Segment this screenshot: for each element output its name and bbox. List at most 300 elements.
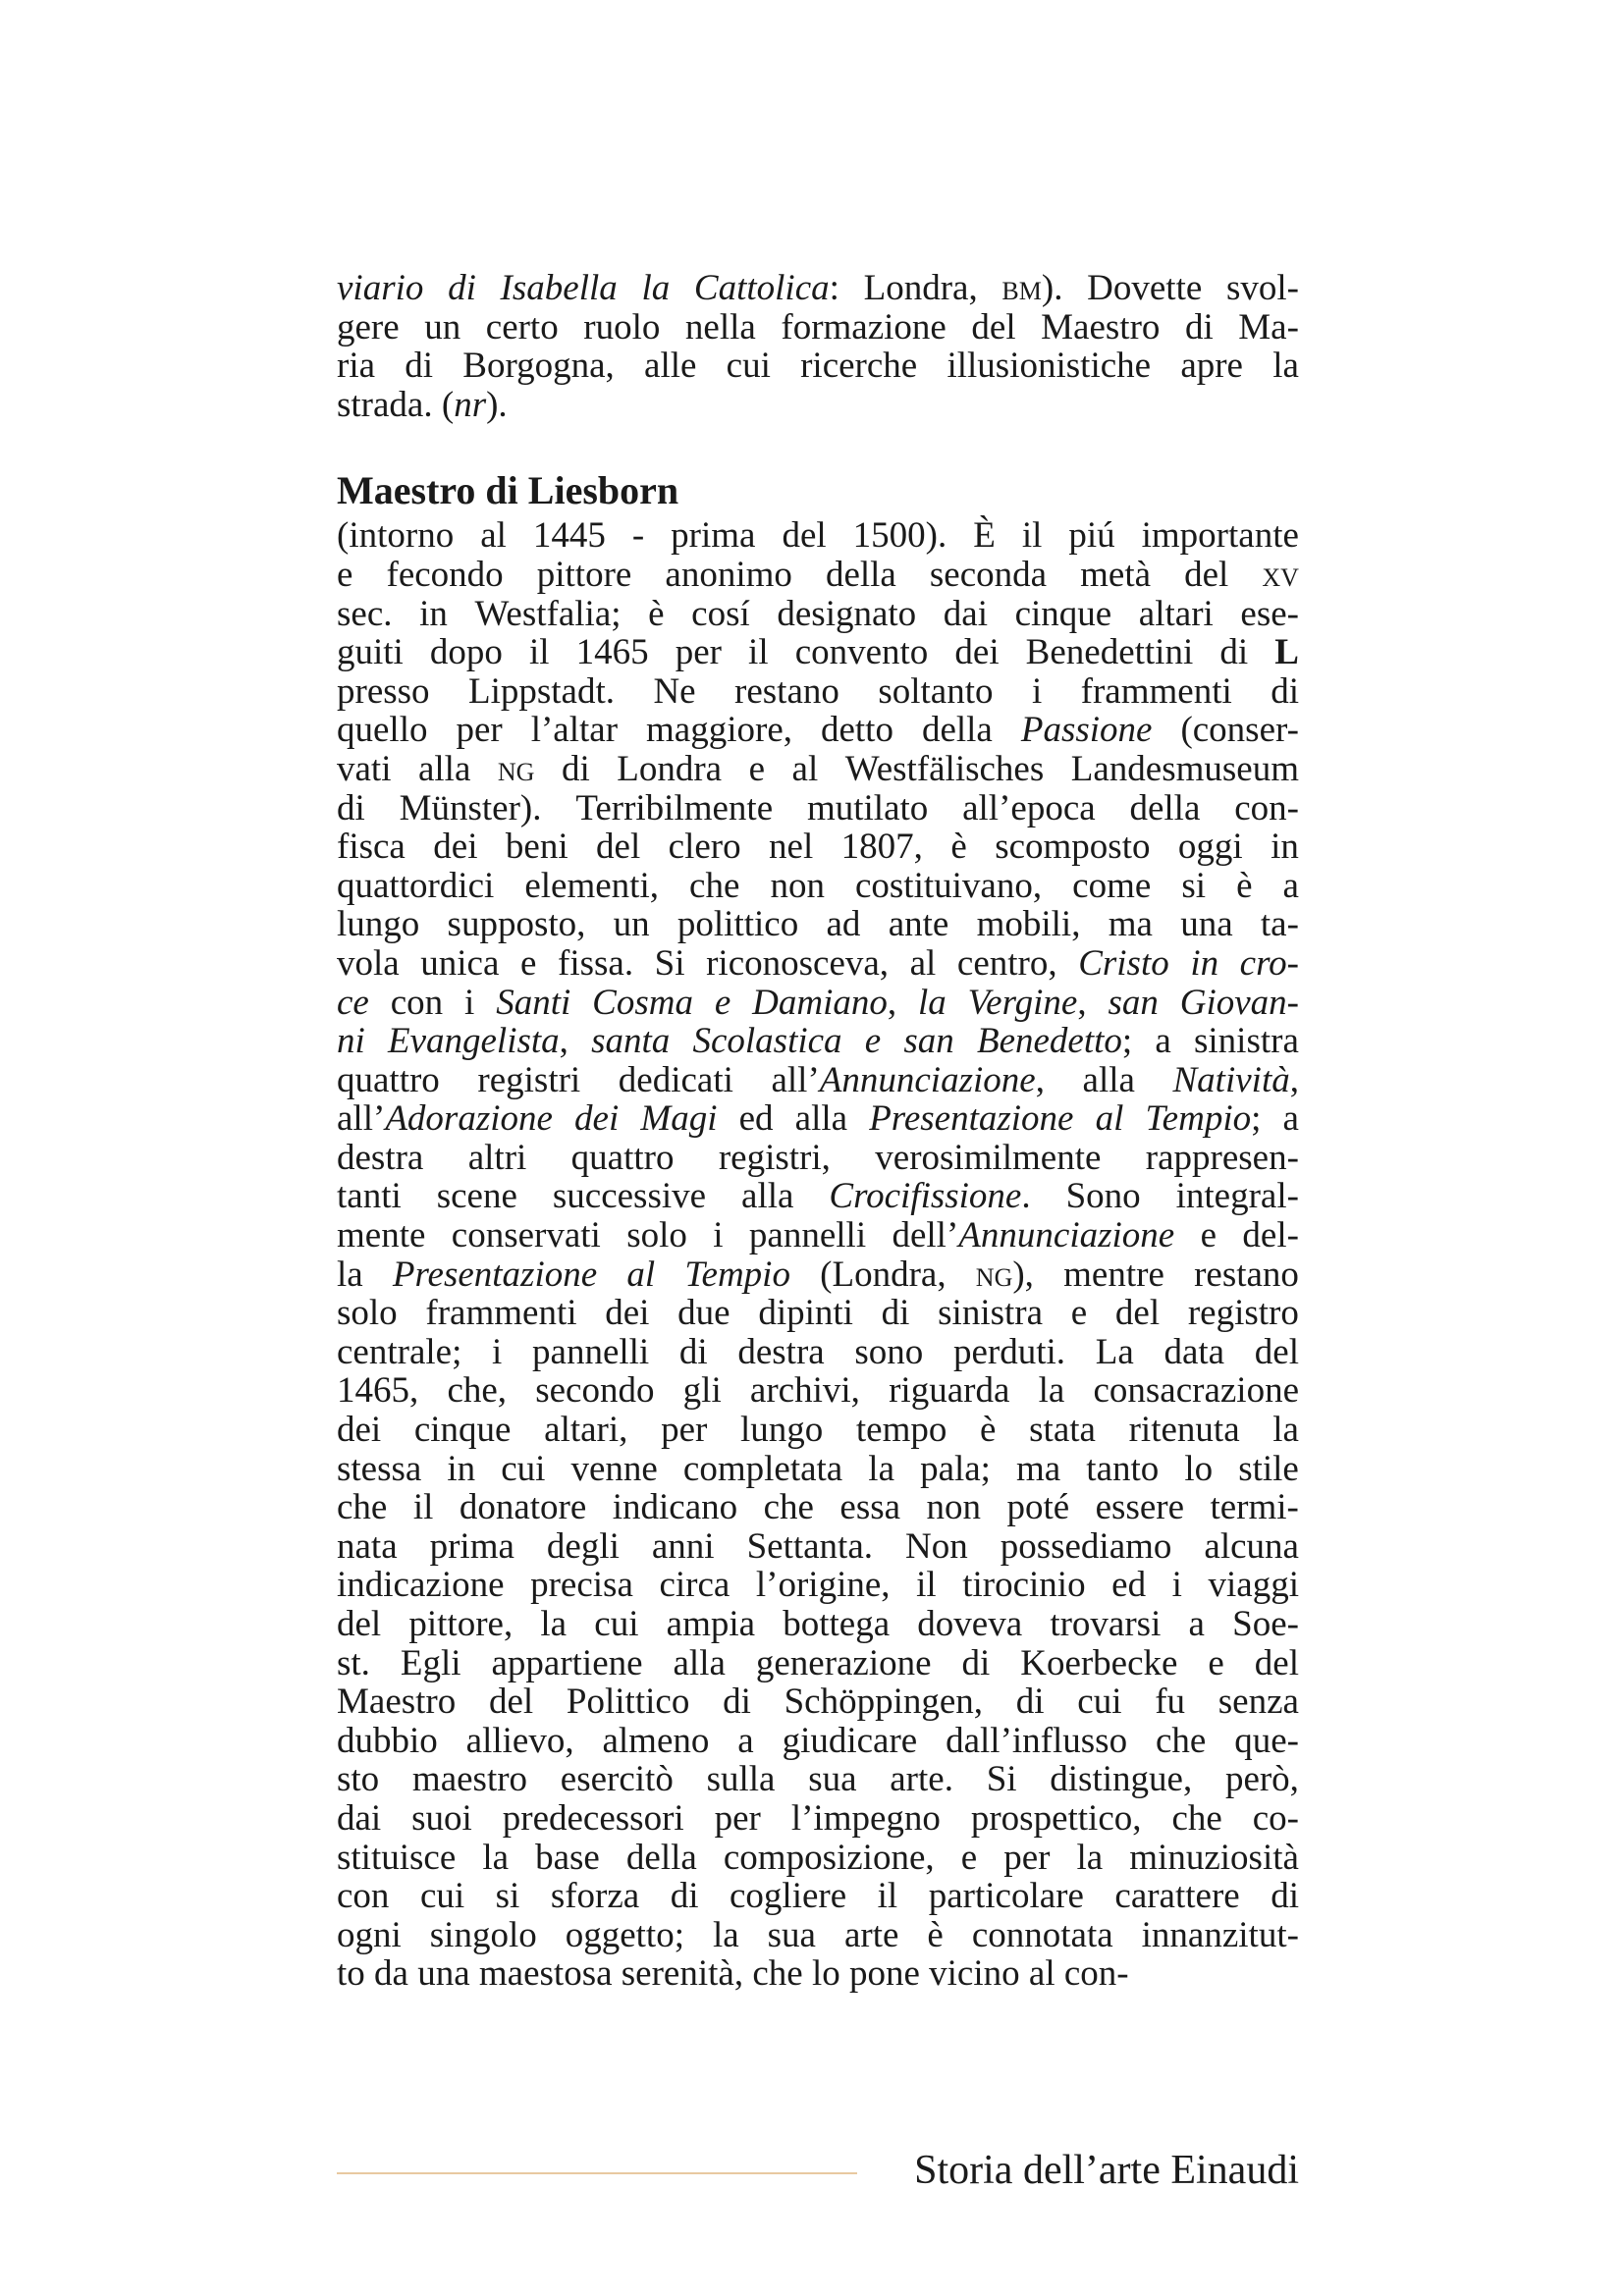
word: dei xyxy=(574,1098,620,1140)
word: Polittico xyxy=(566,1682,690,1723)
text-line xyxy=(337,1527,1299,1567)
word: alla xyxy=(794,1098,848,1140)
word: Maestro xyxy=(337,1682,457,1723)
word: fissa. xyxy=(558,942,634,984)
word: Settanta. xyxy=(746,1525,873,1567)
word: composizione, xyxy=(723,1837,935,1878)
word: di xyxy=(1015,1682,1045,1723)
word: que- xyxy=(1234,1720,1299,1761)
word: della xyxy=(1129,787,1201,828)
word: all’Annunciazione, xyxy=(771,1059,1045,1100)
word: l’origine, xyxy=(755,1565,891,1606)
word: di xyxy=(561,748,590,789)
word: non xyxy=(926,1487,982,1528)
word: mente xyxy=(337,1215,426,1256)
word: è xyxy=(927,1914,944,1955)
text-line xyxy=(337,1605,1299,1644)
word: il xyxy=(916,1565,937,1606)
word: precisa xyxy=(530,1565,633,1606)
word: quattro xyxy=(337,1059,440,1100)
text-line xyxy=(337,1216,1299,1255)
word: Passione xyxy=(1020,710,1153,751)
word: del xyxy=(596,827,641,868)
word: alla xyxy=(673,1642,726,1683)
word: sforza xyxy=(550,1876,640,1917)
word: dai xyxy=(943,593,988,634)
word: del xyxy=(1254,1642,1299,1683)
word: ruolo xyxy=(583,306,661,347)
word: di xyxy=(961,1642,991,1683)
word: si xyxy=(495,1876,520,1917)
word: all’Adorazione xyxy=(337,1098,553,1140)
word: due xyxy=(677,1293,730,1334)
word: (conser- xyxy=(1180,710,1299,751)
word: mobili, xyxy=(976,904,1081,945)
word: e xyxy=(960,1837,978,1878)
word: al xyxy=(1028,1953,1055,1995)
word: polittico xyxy=(676,904,799,945)
word: presso xyxy=(337,670,430,712)
word: frammenti xyxy=(1080,670,1232,712)
word: che xyxy=(752,1953,803,1995)
word: dai xyxy=(337,1797,382,1839)
word: però, xyxy=(1224,1759,1299,1800)
word: Londra xyxy=(617,748,723,789)
word: prospettico, xyxy=(970,1797,1142,1839)
word: generazione xyxy=(755,1642,932,1683)
word: dell’Annunciazione xyxy=(892,1215,1175,1256)
word: con xyxy=(390,982,444,1023)
word: base xyxy=(535,1837,600,1878)
word: ng xyxy=(497,748,535,789)
word: trovarsi xyxy=(1050,1604,1162,1644)
word: 1807, xyxy=(840,827,923,868)
word: oggetto; xyxy=(565,1914,684,1955)
word: data xyxy=(1163,1331,1225,1372)
word: cinque xyxy=(413,1410,512,1451)
text-line xyxy=(337,944,1299,984)
word: tirocinio xyxy=(962,1565,1086,1606)
word: a xyxy=(1282,1098,1299,1140)
word: Cosma xyxy=(592,982,693,1023)
text-line xyxy=(337,386,1299,425)
word: pala; xyxy=(920,1448,991,1489)
word: (Londra, xyxy=(820,1254,947,1295)
word: almeno xyxy=(602,1720,710,1761)
word: vati xyxy=(337,748,392,789)
word: la xyxy=(868,1448,894,1489)
word: Santi xyxy=(496,982,571,1023)
text-line xyxy=(337,828,1299,867)
word: e xyxy=(1070,1293,1088,1334)
word: seconda xyxy=(929,554,1048,595)
word: Koerbecke xyxy=(1020,1642,1178,1683)
word: il xyxy=(529,632,550,673)
word: degli xyxy=(546,1525,620,1567)
word: viaggi xyxy=(1208,1565,1299,1606)
word: minuziosità xyxy=(1129,1837,1299,1878)
word: pannelli xyxy=(532,1331,650,1372)
word: Maestro xyxy=(1041,306,1161,347)
word: soltanto xyxy=(878,670,994,712)
word: in xyxy=(1190,942,1219,984)
word: L xyxy=(1274,632,1299,673)
word: indicazione xyxy=(337,1565,505,1606)
word: la xyxy=(1076,1837,1104,1878)
word: una xyxy=(1180,904,1233,945)
word: ma xyxy=(1016,1448,1061,1489)
word: nel xyxy=(769,827,814,868)
word: bm). xyxy=(1001,268,1063,308)
text-line xyxy=(337,711,1299,750)
text-line xyxy=(337,750,1299,789)
word: che, xyxy=(447,1370,508,1412)
text-line xyxy=(337,1371,1299,1411)
word: co- xyxy=(1252,1797,1299,1839)
footer-rule xyxy=(337,2172,857,2174)
word: a xyxy=(737,1720,754,1761)
word: in xyxy=(1271,827,1299,868)
word: la xyxy=(1272,1410,1299,1451)
word: Landesmuseum xyxy=(1070,748,1299,789)
word: archivi, xyxy=(749,1370,860,1412)
text-line xyxy=(337,1799,1299,1839)
text-line xyxy=(337,595,1299,634)
text-line xyxy=(337,984,1299,1023)
word: unica xyxy=(420,942,500,984)
word: di xyxy=(448,268,476,308)
word: la xyxy=(482,1837,510,1878)
word: cui xyxy=(594,1604,639,1644)
word: altari, xyxy=(544,1410,628,1451)
word: essere xyxy=(1095,1487,1185,1528)
word: mentre xyxy=(1063,1254,1164,1295)
word: Benedetto; xyxy=(976,1021,1133,1062)
word: nata xyxy=(337,1525,398,1567)
word: ng), xyxy=(975,1254,1034,1295)
word: il xyxy=(877,1876,898,1917)
word: stata xyxy=(1029,1410,1096,1451)
word: pone xyxy=(848,1953,920,1995)
word: 1445 xyxy=(532,515,606,557)
word: doveva xyxy=(917,1604,1023,1644)
word: a xyxy=(1282,865,1299,906)
word: la xyxy=(540,1604,568,1644)
word: Si xyxy=(986,1759,1017,1800)
word: Tempio xyxy=(684,1254,790,1295)
word: per xyxy=(675,632,722,673)
word: Presentazione xyxy=(392,1254,598,1295)
word: strada. xyxy=(337,384,433,425)
word: Natività, xyxy=(1172,1059,1299,1100)
text-line xyxy=(337,1022,1299,1061)
word: scomposto xyxy=(995,827,1151,868)
word: 1465, xyxy=(337,1370,419,1412)
word: la xyxy=(918,982,947,1023)
word: di xyxy=(405,346,434,387)
word: giudicare xyxy=(782,1720,918,1761)
word: l’impegno xyxy=(790,1797,941,1839)
word: poté xyxy=(1006,1487,1070,1528)
word: consacrazione xyxy=(1093,1370,1299,1412)
word: cro- xyxy=(1239,942,1299,984)
word: to xyxy=(337,1953,365,1995)
word: secondo xyxy=(535,1370,655,1412)
word: cui xyxy=(501,1448,546,1489)
entry-paragraph xyxy=(337,516,1299,1994)
word: Vergine, xyxy=(967,982,1087,1023)
word: beni xyxy=(505,827,568,868)
word: metà xyxy=(1080,554,1152,595)
text-line xyxy=(337,1061,1299,1100)
word: xv xyxy=(1262,554,1299,595)
word: ta- xyxy=(1260,904,1299,945)
word: tanto xyxy=(1086,1448,1160,1489)
word: è xyxy=(1236,865,1253,906)
word: alla xyxy=(417,748,471,789)
word: per xyxy=(1003,1837,1051,1878)
word: - xyxy=(631,515,645,557)
text-line xyxy=(337,1682,1299,1722)
word: Ma- xyxy=(1238,306,1299,347)
word: termi- xyxy=(1210,1487,1299,1528)
text-line xyxy=(337,1488,1299,1527)
word: è xyxy=(648,593,665,634)
word: la xyxy=(712,1914,739,1955)
text-line xyxy=(337,1839,1299,1878)
word: venne xyxy=(570,1448,658,1489)
word: Cristo xyxy=(1078,942,1169,984)
word: della xyxy=(921,710,993,751)
word: possediamo xyxy=(1000,1525,1172,1567)
word: non xyxy=(770,865,825,906)
word: prima xyxy=(429,1525,514,1567)
word: san xyxy=(1108,982,1159,1023)
word: fecondo xyxy=(386,554,504,595)
word: una xyxy=(417,1953,470,1995)
word: ricerche xyxy=(800,346,918,387)
footer-title: Storia dell’arte Einaudi xyxy=(914,2148,1299,2193)
text-line xyxy=(337,347,1299,386)
word: Isabella xyxy=(500,268,618,308)
word: di xyxy=(1219,632,1249,673)
word: lungo xyxy=(337,904,420,945)
word: detto xyxy=(820,710,893,751)
text-line xyxy=(337,1294,1299,1333)
word: alcuna xyxy=(1204,1525,1299,1567)
word: a xyxy=(1155,1021,1171,1062)
text-line xyxy=(337,1099,1299,1139)
word: altari xyxy=(1138,593,1214,634)
text-line xyxy=(337,1333,1299,1372)
word: solo xyxy=(337,1293,398,1334)
word: della xyxy=(825,554,896,595)
word: vola xyxy=(337,942,400,984)
word: è xyxy=(980,1410,997,1451)
word: Terribilmente xyxy=(575,787,774,828)
word: Lippstadt. xyxy=(467,670,615,712)
word: il xyxy=(748,632,769,673)
word: ese- xyxy=(1240,593,1299,634)
word: sua xyxy=(808,1759,857,1800)
word: Münster). xyxy=(399,787,542,828)
word: pannelli xyxy=(748,1215,867,1256)
word: il xyxy=(1021,515,1043,557)
word: distingue, xyxy=(1050,1759,1193,1800)
text-line xyxy=(337,269,1299,308)
word: dopo xyxy=(429,632,503,673)
word: restano xyxy=(1194,1254,1299,1295)
text-line xyxy=(337,1760,1299,1799)
word: del xyxy=(337,1604,382,1644)
word: e xyxy=(714,982,731,1023)
word: per xyxy=(661,1410,708,1451)
word: esercitò xyxy=(560,1759,674,1800)
word: Si xyxy=(654,942,685,984)
word: verosimilmente xyxy=(875,1137,1102,1178)
word: registri, xyxy=(718,1137,831,1178)
word: (intorno xyxy=(337,515,455,557)
word: alla xyxy=(1082,1059,1135,1100)
word: Ne xyxy=(653,670,696,712)
word: successive xyxy=(552,1176,707,1217)
word: del xyxy=(1114,1293,1161,1334)
word: illusionistiche xyxy=(947,346,1152,387)
body-text xyxy=(337,269,1299,1994)
word: dedicati xyxy=(618,1059,733,1100)
word: scene xyxy=(436,1176,517,1217)
text-line xyxy=(337,633,1299,672)
text-line xyxy=(337,867,1299,906)
word: vicino xyxy=(929,1953,1020,1995)
word: Cattolica: xyxy=(693,268,839,308)
word: dubbio xyxy=(337,1720,438,1761)
word: formazione xyxy=(781,306,947,347)
word: di xyxy=(881,1293,910,1334)
text-line xyxy=(337,556,1299,595)
word: la xyxy=(1038,1370,1065,1412)
word: e xyxy=(864,1021,882,1062)
word: costituivano, xyxy=(854,865,1043,906)
word: lo xyxy=(811,1953,840,1995)
word: del xyxy=(971,306,1016,347)
word: al xyxy=(791,748,819,789)
word: sulla xyxy=(706,1759,776,1800)
word: e xyxy=(519,942,537,984)
word: i xyxy=(464,982,475,1023)
word: perduti. xyxy=(953,1331,1066,1372)
text-line xyxy=(337,516,1299,556)
word: Damiano, xyxy=(752,982,897,1023)
word: a xyxy=(1188,1604,1205,1644)
word: stessa xyxy=(337,1448,422,1489)
word: Londra, xyxy=(863,268,978,308)
word: Magi xyxy=(640,1098,718,1140)
word: Tempio; xyxy=(1145,1098,1262,1140)
word: quello xyxy=(337,710,428,751)
word: con xyxy=(337,1876,390,1917)
word: destra xyxy=(737,1331,825,1372)
word: ante xyxy=(888,904,949,945)
text-line xyxy=(337,1954,1299,1994)
word: la xyxy=(641,268,671,308)
word: cui xyxy=(726,346,771,387)
word: del xyxy=(488,1682,534,1723)
word: un xyxy=(613,904,650,945)
word: santa xyxy=(591,1021,671,1062)
text-line xyxy=(337,1139,1299,1178)
word: riconosceva, xyxy=(706,942,890,984)
word: cui xyxy=(1077,1682,1122,1723)
word: in xyxy=(419,593,448,634)
word: del- xyxy=(1242,1215,1299,1256)
word: appartiene xyxy=(491,1642,643,1683)
word: alla xyxy=(741,1176,794,1217)
word: la xyxy=(337,1254,363,1295)
word: al xyxy=(1095,1098,1124,1140)
word: della xyxy=(625,1837,697,1878)
word: supposto, xyxy=(447,904,586,945)
word: Benedettini xyxy=(1025,632,1194,673)
word: È xyxy=(973,515,996,557)
word: dei xyxy=(605,1293,650,1334)
word: ma xyxy=(1108,904,1153,945)
word: suoi xyxy=(411,1797,472,1839)
word: cinque xyxy=(1014,593,1112,634)
word: registri xyxy=(477,1059,581,1100)
word: 1500). xyxy=(852,515,947,557)
word: si xyxy=(1181,865,1207,906)
word: predecessori xyxy=(502,1797,684,1839)
word: sto xyxy=(337,1759,380,1800)
word: anni xyxy=(651,1525,715,1567)
word: gli xyxy=(682,1370,722,1412)
word: viario xyxy=(337,268,424,308)
word: arte. xyxy=(890,1759,953,1800)
text-line xyxy=(337,905,1299,944)
word: innanzitut- xyxy=(1141,1914,1299,1955)
word: altri xyxy=(467,1137,527,1178)
word: di xyxy=(670,1876,699,1917)
word: sua xyxy=(767,1914,816,1955)
word: ni xyxy=(337,1021,365,1062)
word: clero xyxy=(668,827,741,868)
word: maggiore, xyxy=(646,710,792,751)
word: carattere xyxy=(1114,1876,1240,1917)
word: al xyxy=(480,515,507,557)
word: Dovette xyxy=(1087,268,1203,308)
word: dei xyxy=(337,1410,382,1451)
word: Non xyxy=(904,1525,968,1567)
word: rappresen- xyxy=(1145,1137,1299,1178)
word: connotata xyxy=(971,1914,1113,1955)
word: oggi xyxy=(1177,827,1243,868)
word: di xyxy=(1184,306,1214,347)
word: quattro xyxy=(570,1137,675,1178)
word: restano xyxy=(734,670,839,712)
word: 1465 xyxy=(575,632,649,673)
word: Egli xyxy=(400,1642,461,1683)
word: Scolastica xyxy=(692,1021,842,1062)
word: La xyxy=(1095,1331,1134,1372)
word: certo xyxy=(485,306,559,347)
word: anonimo xyxy=(665,554,792,595)
word: Crocifissione. xyxy=(829,1176,1031,1217)
word: al xyxy=(626,1254,656,1295)
word: centrale; xyxy=(337,1331,462,1372)
word: maestosa xyxy=(478,1953,613,1995)
entry-heading: Maestro di Liesborn xyxy=(337,468,679,513)
